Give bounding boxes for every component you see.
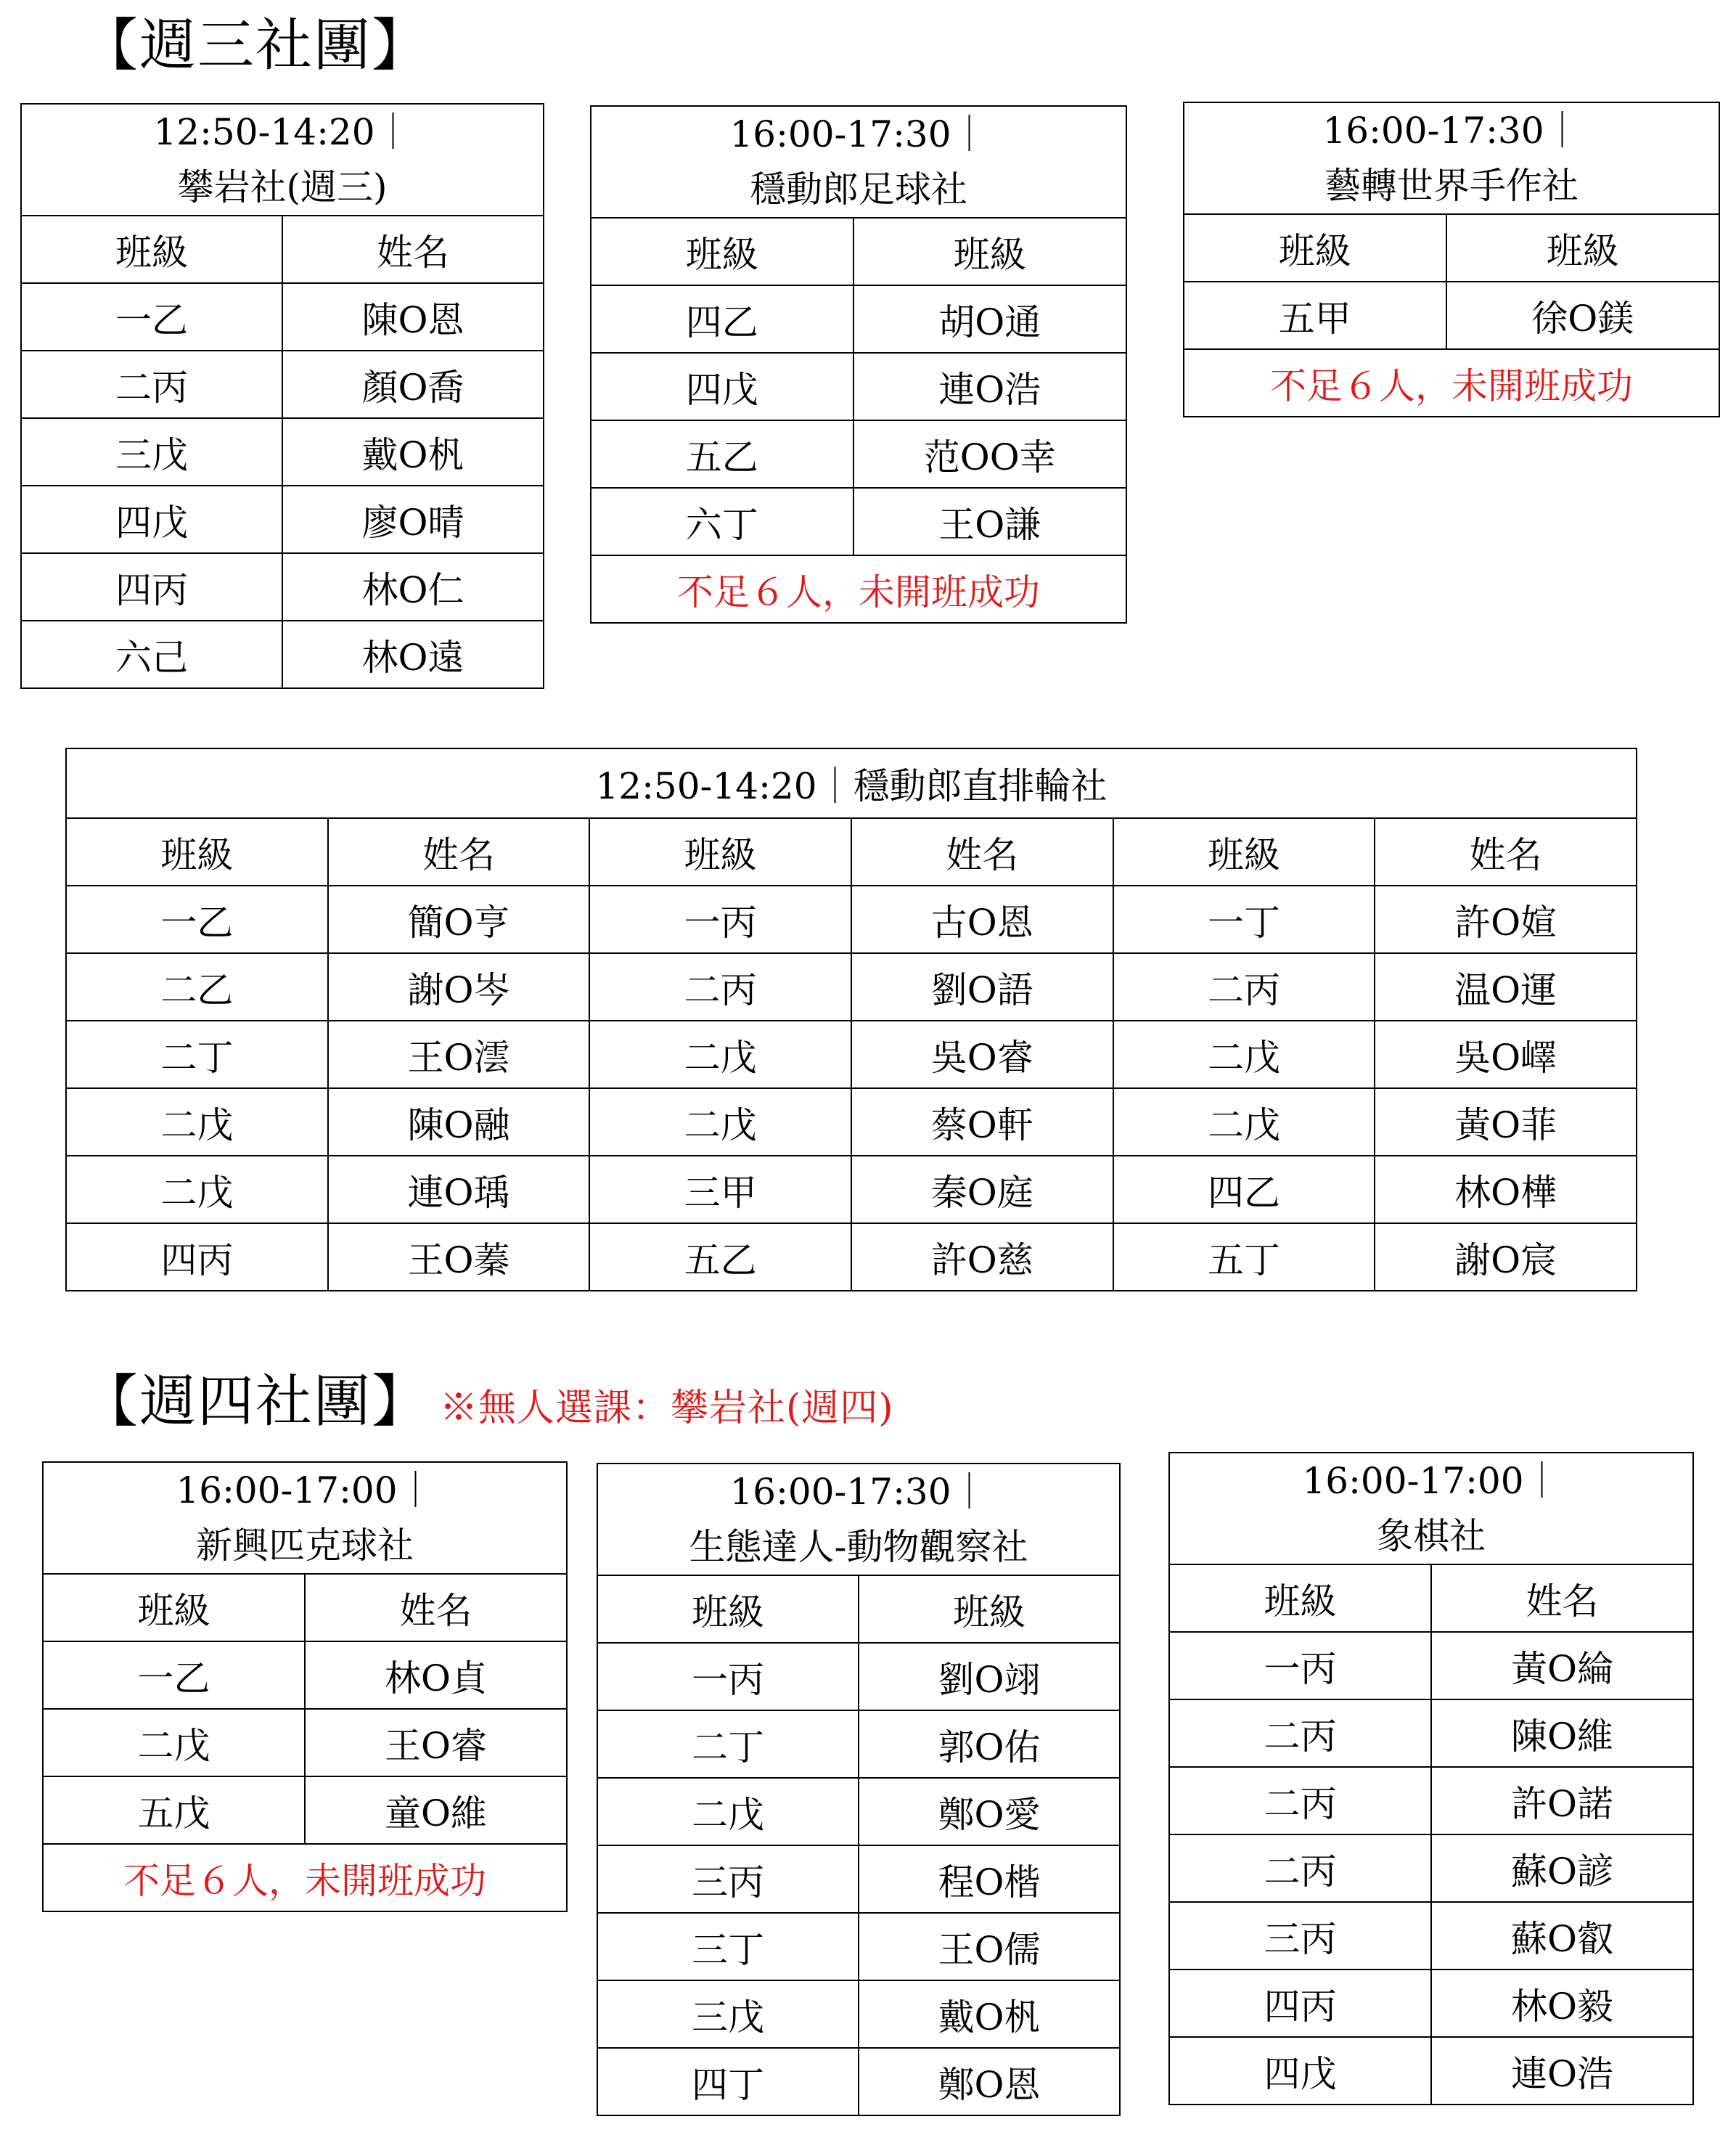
club-time: 16:00-17:30｜ <box>1322 110 1581 152</box>
class-cell: 四戊 <box>1169 2037 1431 2105</box>
name-cell: 蔡O軒 <box>851 1088 1113 1156</box>
class-cell: 三甲 <box>589 1156 851 1223</box>
name-cell: 連O浩 <box>1431 2037 1693 2105</box>
warning-row <box>1184 349 1719 417</box>
table-row <box>66 953 1637 1021</box>
name-cell: 陳O維 <box>1431 1699 1693 1767</box>
header-class: 班級 <box>859 1575 1120 1643</box>
table-row <box>1169 1834 1693 1902</box>
name-cell: 顏O喬 <box>282 351 544 418</box>
header-class: 班級 <box>853 218 1126 285</box>
table-header-row <box>597 1575 1120 1643</box>
club-name: 藝轉世界手作社 <box>1324 165 1579 207</box>
header-name: 姓名 <box>851 818 1113 886</box>
name-cell: 劉O翊 <box>859 1643 1120 1710</box>
name-cell: 林O仁 <box>282 553 544 621</box>
table-row <box>66 886 1637 953</box>
table-title-row <box>1169 1453 1693 1564</box>
class-cell: 三戊 <box>21 418 282 486</box>
class-cell: 二丙 <box>1169 1699 1431 1767</box>
class-cell: 二丙 <box>1169 1834 1431 1902</box>
name-cell: 許O慈 <box>851 1223 1113 1291</box>
table-row <box>21 283 544 351</box>
warning-text: 不足６人，未開班成功 <box>591 555 1126 623</box>
table-header-row <box>591 218 1126 285</box>
class-cell: 三丙 <box>1169 1902 1431 1969</box>
table-row <box>597 2048 1120 2115</box>
class-cell: 五甲 <box>1184 282 1446 349</box>
name-cell: 許O諾 <box>1431 1767 1693 1834</box>
class-cell: 二戊 <box>1113 1021 1375 1088</box>
table-row <box>21 553 544 621</box>
class-cell: 一丙 <box>597 1643 859 1710</box>
table-title-row <box>66 748 1637 818</box>
table-header-row <box>66 818 1637 886</box>
thursday-heading: 【週四社團】 <box>81 1369 430 1434</box>
club-name: 穩動郎足球社 <box>750 168 967 211</box>
club-name: 生態達人-動物觀察社 <box>689 1526 1028 1568</box>
name-cell: 黃O菲 <box>1375 1088 1637 1156</box>
class-cell: 五乙 <box>591 420 853 488</box>
table-row <box>1169 1632 1693 1699</box>
name-cell: 謝O岑 <box>328 953 590 1021</box>
name-cell: 連O瑀 <box>328 1156 590 1223</box>
class-cell: 二丙 <box>589 953 851 1021</box>
header-class: 班級 <box>21 216 282 283</box>
warning-text: 不足６人，未開班成功 <box>1184 349 1719 417</box>
rollerblade-club-table <box>65 748 1637 1291</box>
table-row <box>597 1913 1120 1980</box>
class-cell: 二戊 <box>597 1778 859 1845</box>
club-name: 新興匹克球社 <box>196 1524 414 1567</box>
table-row <box>66 1021 1637 1088</box>
class-cell: 六己 <box>21 621 282 688</box>
name-cell: 劉O語 <box>851 953 1113 1021</box>
soccer-club-table <box>590 105 1127 624</box>
name-cell: 王O蓁 <box>328 1223 590 1291</box>
name-cell: 鄭O愛 <box>859 1778 1120 1845</box>
name-cell: 吳O睿 <box>851 1021 1113 1088</box>
chess-club-table <box>1168 1452 1694 2105</box>
class-cell: 二乙 <box>66 953 328 1021</box>
header-name: 姓名 <box>1431 1564 1693 1632</box>
class-cell: 二戊 <box>589 1021 851 1088</box>
table-row <box>591 420 1126 488</box>
table-title-row <box>21 104 544 216</box>
name-cell: 王O謙 <box>853 488 1126 555</box>
name-cell: 林O毅 <box>1431 1969 1693 2037</box>
table-row <box>597 1845 1120 1913</box>
climbing-club-wed-table <box>20 103 544 689</box>
name-cell: 程O楷 <box>859 1845 1120 1913</box>
table-row <box>21 418 544 486</box>
header-name: 姓名 <box>282 216 544 283</box>
class-cell: 四丙 <box>1169 1969 1431 2037</box>
table-row <box>1184 282 1719 349</box>
class-cell: 四乙 <box>1113 1156 1375 1223</box>
name-cell: 蘇O叡 <box>1431 1902 1693 1969</box>
header-name: 姓名 <box>1375 818 1637 886</box>
class-cell: 二戊 <box>66 1088 328 1156</box>
table-title-row <box>591 106 1126 218</box>
name-cell: 陳O融 <box>328 1088 590 1156</box>
table-row <box>43 1709 567 1776</box>
pickleball-club-table <box>42 1461 568 1912</box>
name-cell: 簡O亨 <box>328 886 590 953</box>
name-cell: 温O運 <box>1375 953 1637 1021</box>
club-name: 象棋社 <box>1377 1515 1486 1557</box>
class-cell: 二戊 <box>589 1088 851 1156</box>
class-cell: 三丙 <box>597 1845 859 1913</box>
header-class: 班級 <box>1184 214 1446 282</box>
name-cell: 秦O庭 <box>851 1156 1113 1223</box>
name-cell: 戴O杋 <box>282 418 544 486</box>
class-cell: 一乙 <box>66 886 328 953</box>
class-cell: 四戊 <box>591 353 853 420</box>
name-cell: 童O維 <box>305 1776 567 1844</box>
class-cell: 二戊 <box>1113 1088 1375 1156</box>
table-row <box>66 1156 1637 1223</box>
class-cell: 五丁 <box>1113 1223 1375 1291</box>
table-title-row <box>597 1464 1120 1575</box>
table-row <box>21 351 544 418</box>
no-enrollment-note: ※無人選課：攀岩社(週四) <box>440 1387 894 1430</box>
club-name: 攀岩社(週三) <box>177 166 388 208</box>
warning-text: 不足６人，未開班成功 <box>43 1844 567 1911</box>
club-time: 16:00-17:00｜ <box>176 1469 434 1511</box>
name-cell: 連O浩 <box>853 353 1126 420</box>
table-row <box>43 1776 567 1844</box>
table-header-row <box>43 1574 567 1641</box>
name-cell: 林O樺 <box>1375 1156 1637 1223</box>
class-cell: 三戊 <box>597 1980 859 2048</box>
header-class: 班級 <box>66 818 328 886</box>
table-row <box>597 1710 1120 1778</box>
class-cell: 四丁 <box>597 2048 859 2115</box>
table-row <box>591 488 1126 555</box>
table-row <box>66 1223 1637 1291</box>
club-title <box>591 106 1126 218</box>
header-class: 班級 <box>1113 818 1375 886</box>
class-cell: 六丁 <box>591 488 853 555</box>
class-cell: 四乙 <box>591 285 853 353</box>
class-cell: 二丁 <box>597 1710 859 1778</box>
club-time: 16:00-17:30｜ <box>729 1471 988 1513</box>
club-title <box>21 104 544 216</box>
thursday-heading-line <box>81 1369 894 1434</box>
name-cell: 許O媗 <box>1375 886 1637 953</box>
name-cell: 戴O杋 <box>859 1980 1120 2048</box>
table-header-row <box>1184 214 1719 282</box>
name-cell: 徐O鎂 <box>1446 282 1719 349</box>
wednesday-heading: 【週三社團】 <box>81 13 430 78</box>
club-title <box>43 1462 567 1574</box>
table-row <box>1169 1699 1693 1767</box>
name-cell: 謝O宸 <box>1375 1223 1637 1291</box>
class-cell: 四丙 <box>21 553 282 621</box>
club-time: 16:00-17:00｜ <box>1302 1460 1560 1502</box>
club-title <box>1169 1453 1693 1564</box>
table-row <box>21 621 544 688</box>
name-cell: 黃O綸 <box>1431 1632 1693 1699</box>
club-time: 16:00-17:30｜ <box>729 113 988 155</box>
class-cell: 五乙 <box>589 1223 851 1291</box>
table-row <box>597 1980 1120 2048</box>
class-cell: 二丙 <box>1113 953 1375 1021</box>
name-cell: 鄭O恩 <box>859 2048 1120 2115</box>
name-cell: 范OO幸 <box>853 420 1126 488</box>
table-header-row <box>21 216 544 283</box>
nature-club-table <box>597 1463 1121 2116</box>
club-title <box>597 1464 1120 1575</box>
name-cell: 古O恩 <box>851 886 1113 953</box>
table-row <box>1169 1767 1693 1834</box>
table-row <box>597 1643 1120 1710</box>
class-cell: 一乙 <box>43 1641 305 1709</box>
name-cell: 王O睿 <box>305 1709 567 1776</box>
name-cell: 王O儒 <box>859 1913 1120 1980</box>
class-cell: 一丁 <box>1113 886 1375 953</box>
class-cell: 一丙 <box>589 886 851 953</box>
table-row <box>21 486 544 553</box>
table-row <box>591 285 1126 353</box>
table-title-row <box>1184 102 1719 214</box>
header-class: 班級 <box>591 218 853 285</box>
class-cell: 一丙 <box>1169 1632 1431 1699</box>
name-cell: 林O貞 <box>305 1641 567 1709</box>
table-row <box>1169 2037 1693 2105</box>
table-header-row <box>1169 1564 1693 1632</box>
table-row <box>1169 1902 1693 1969</box>
club-title <box>1184 102 1719 214</box>
class-cell: 二丙 <box>1169 1767 1431 1834</box>
table-title-row <box>43 1462 567 1574</box>
table-row <box>591 353 1126 420</box>
header-class: 班級 <box>597 1575 859 1643</box>
name-cell: 郭O佑 <box>859 1710 1120 1778</box>
class-cell: 五戊 <box>43 1776 305 1844</box>
header-class: 班級 <box>589 818 851 886</box>
class-cell: 四丙 <box>66 1223 328 1291</box>
header-name: 姓名 <box>305 1574 567 1641</box>
name-cell: 王O澐 <box>328 1021 590 1088</box>
class-cell: 二戊 <box>43 1709 305 1776</box>
club-title: 12:50-14:20｜穩動郎直排輪社 <box>66 748 1637 818</box>
class-cell: 二戊 <box>66 1156 328 1223</box>
craft-club-table <box>1183 102 1720 417</box>
class-cell: 二丁 <box>66 1021 328 1088</box>
table-row <box>597 1778 1120 1845</box>
header-class: 班級 <box>43 1574 305 1641</box>
header-class: 班級 <box>1446 214 1719 282</box>
class-cell: 四戊 <box>21 486 282 553</box>
club-time: 12:50-14:20｜ <box>153 111 412 153</box>
name-cell: 吳O嶧 <box>1375 1021 1637 1088</box>
name-cell: 陳O恩 <box>282 283 544 351</box>
table-row <box>66 1088 1637 1156</box>
header-class: 班級 <box>1169 1564 1431 1632</box>
table-row <box>43 1641 567 1709</box>
name-cell: 廖O晴 <box>282 486 544 553</box>
class-cell: 二丙 <box>21 351 282 418</box>
name-cell: 蘇O諺 <box>1431 1834 1693 1902</box>
class-cell: 三丁 <box>597 1913 859 1980</box>
warning-row <box>591 555 1126 623</box>
header-name: 姓名 <box>328 818 590 886</box>
warning-row <box>43 1844 567 1911</box>
table-row <box>1169 1969 1693 2037</box>
name-cell: 胡O通 <box>853 285 1126 353</box>
name-cell: 林O遠 <box>282 621 544 688</box>
class-cell: 一乙 <box>21 283 282 351</box>
